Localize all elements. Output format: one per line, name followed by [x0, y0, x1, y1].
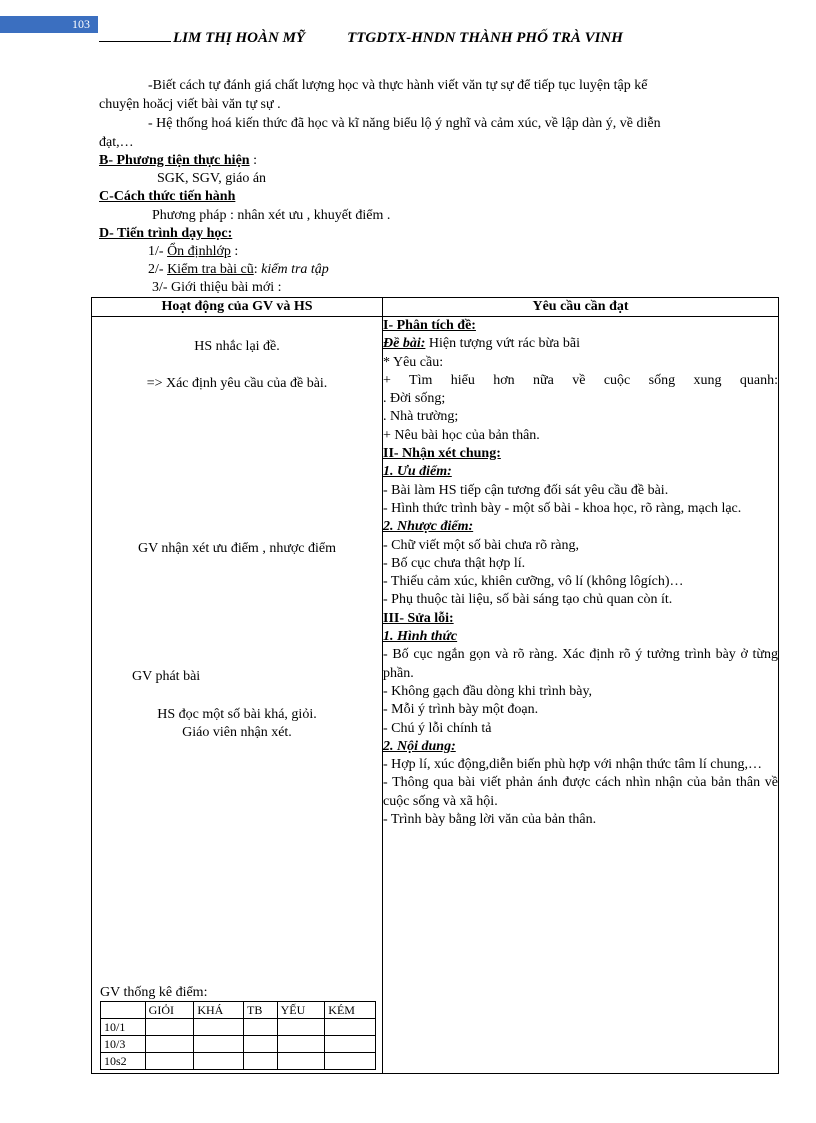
stats-cell: [325, 1036, 376, 1053]
col2-header: Yêu cầu cần đạt: [383, 298, 779, 317]
stats-cell: [277, 1036, 325, 1053]
cons-title: 2. Nhược điểm:: [383, 519, 474, 535]
d2-content: kiểm tra tập: [261, 262, 329, 277]
content-2: - Thông qua bài viết phản ánh được cách nhìn nhận của bản thân về cuộc sống và xã hội.: [383, 775, 778, 809]
stats-cell: [243, 1036, 277, 1053]
topic-text: Hiện tượng vứt rác bừa bãi: [425, 336, 580, 352]
page-number: 103: [0, 16, 98, 33]
d2-colon: :: [253, 262, 262, 277]
stats-header-cell: YẾU: [277, 1002, 325, 1019]
section-d3: 3/- Giới thiệu bài mới :: [152, 280, 282, 295]
stats-cell: [325, 1053, 376, 1070]
d1-suffix: :: [230, 244, 239, 259]
stats-header-cell: GIỎI: [145, 1002, 194, 1019]
section-c-title: C-Cách thức tiến hành: [99, 189, 236, 204]
stats-cell: [325, 1019, 376, 1036]
pros-title: 1. Ưu điểm:: [383, 464, 452, 480]
content-3: - Trình bày bằng lời văn của bản thân.: [383, 812, 597, 828]
stats-cell: [194, 1019, 244, 1036]
requirement-2: + Nêu bài học của bản thân.: [383, 427, 540, 443]
stats-row: [101, 1036, 376, 1053]
intro-p2-line2: đạt,…: [99, 135, 134, 150]
pro-1: - Bài làm HS tiếp cận tương đối sát yêu cầu đề bài.: [383, 482, 669, 498]
stats-title: GV thống kê điểm:: [100, 985, 208, 1000]
stats-class-cell: 10s2: [101, 1053, 146, 1070]
stats-header-cell: KHÁ: [194, 1002, 244, 1019]
stats-row: [101, 1053, 376, 1070]
form-3: - Mỗi ý trình bày một đoạn.: [383, 702, 539, 718]
stats-header-cell: [101, 1002, 146, 1019]
stats-cell: [145, 1036, 194, 1053]
lesson-table: [91, 297, 779, 1074]
analysis-title: I- Phân tích đề:: [383, 318, 476, 333]
section-b-colon: :: [249, 153, 257, 168]
stats-cell: [243, 1019, 277, 1036]
left-column: [92, 317, 383, 1074]
left-l6: Giáo viên nhận xét.: [182, 725, 292, 740]
requirements-label: * Yêu cầu:: [383, 354, 444, 370]
section-d-title: D- Tiến trình dạy học:: [99, 226, 233, 241]
stats-cell: [243, 1053, 277, 1070]
section-d2: [148, 262, 329, 278]
stats-cell: [277, 1053, 325, 1070]
stats-cell: [277, 1019, 325, 1036]
stats-header-cell: KÉM: [325, 1002, 376, 1019]
intro-p2-line1: - Hệ thống hoá kiến thức đã học và kĩ năng biểu lộ ý nghĩ và cảm xúc, về lập dàn ý, về diễn: [148, 116, 661, 131]
page-header: [99, 30, 623, 47]
intro-p1-line2: chuyện hoăcj viết bài văn tự sự .: [99, 97, 281, 112]
content-title: 2. Nội dung:: [383, 738, 456, 754]
stats-cell: [194, 1053, 244, 1070]
stats-cell: [145, 1019, 194, 1036]
left-l5: HS đọc một số bài khá, giỏi.: [157, 707, 317, 722]
con-3: - Thiếu cảm xúc, khiên cưỡng, vô lí (không lôgích)…: [383, 574, 684, 590]
stats-cell: [194, 1036, 244, 1053]
left-l1: HS nhắc lại đề.: [194, 339, 280, 354]
con-2: - Bố cục chưa thật hợp lí.: [383, 555, 526, 571]
header-organization: TTGDTX-HNDN THÀNH PHỐ TRÀ VINH: [347, 30, 623, 46]
stats-row: [101, 1019, 376, 1036]
stats-table: [100, 1001, 376, 1070]
header-author: LIM THỊ HOÀN MỸ: [173, 30, 306, 46]
intro-p1-line1: -Biết cách tự đánh giá chất lượng học và thực hành viết văn tự sự để tiếp tục luyện tập kể: [148, 78, 648, 93]
left-l3: GV nhận xét ưu điểm , nhược điểm: [137, 541, 337, 556]
right-column: [383, 317, 779, 1074]
d2-label: Kiểm tra bài cũ: [167, 262, 254, 277]
requirement-1a: . Đời sống;: [383, 391, 446, 407]
stats-header-cell: TB: [243, 1002, 277, 1019]
stats-class-cell: 10/3: [101, 1036, 146, 1053]
stats-header-row: [101, 1002, 376, 1019]
content-1: - Hợp lí, xúc động,diễn biến phù hợp với nhận thức tâm lí chung,…: [383, 757, 762, 773]
form-4: - Chú ý lỗi chính tả: [383, 720, 492, 736]
section-b-content: SGK, SGV, giáo án: [157, 171, 267, 186]
form-1: - Bố cục ngắn gọn và rõ ràng. Xác định rõ ý tưởng trình bày ở từng phần.: [383, 647, 778, 681]
general-remarks-title: II- Nhận xét chung:: [383, 446, 501, 462]
section-d1: [148, 244, 238, 260]
requirement-1: + Tìm hiểu hơn nữa về cuộc sống xung quanh:: [383, 372, 778, 388]
header-rule: [99, 41, 171, 42]
d2-prefix: 2/-: [148, 262, 168, 277]
form-2: - Không gạch đầu dòng khi trình bày,: [383, 683, 593, 699]
corrections-title: III- Sửa lỗi:: [383, 610, 454, 626]
stats-class-cell: 10/1: [101, 1019, 146, 1036]
topic-label: Đề bài:: [383, 336, 426, 352]
d1-prefix: 1/-: [148, 244, 168, 259]
section-b-title: B- Phương tiện thực hiện: [99, 153, 250, 168]
topic-line: [383, 335, 778, 353]
section-b: [99, 153, 257, 169]
con-1: - Chữ viết một số bài chưa rõ ràng,: [383, 537, 579, 553]
requirement-1b: . Nhà trường;: [383, 409, 459, 425]
col1-header: Hoạt động của GV và HS: [92, 298, 383, 317]
con-4: - Phụ thuộc tài liệu, số bài sáng tạo chủ quan còn ít.: [383, 592, 673, 608]
form-title: 1. Hình thức: [383, 629, 458, 645]
stats-cell: [145, 1053, 194, 1070]
pro-2: - Hình thức trình bày - một số bài - khoa học, rõ ràng, mạch lạc.: [383, 500, 742, 516]
section-c-content: Phương pháp : nhân xét ưu , khuyết điểm .: [152, 208, 391, 223]
d1-label: Ổn địnhlớp: [167, 244, 231, 259]
left-l4: GV phát bài: [132, 669, 201, 684]
left-l2: => Xác định yêu cầu của đề bài.: [146, 376, 328, 391]
